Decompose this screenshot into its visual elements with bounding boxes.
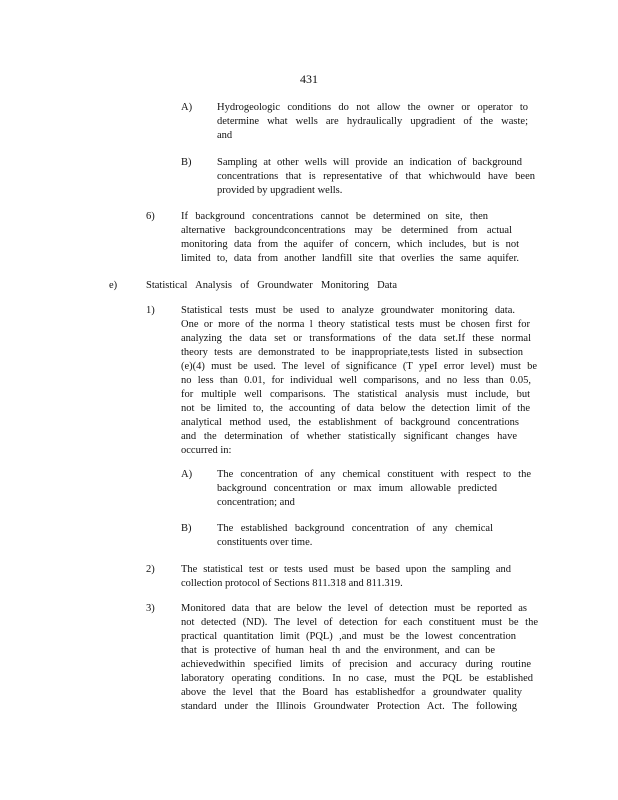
item-marker: 6) (146, 211, 155, 222)
text-line: Statistical Analysis of Groundwater Monitoring Data (146, 280, 397, 291)
text-line: achievedwithin specified limits of precision and accuracy during routine (181, 659, 531, 670)
text-line: constituents over time. (217, 537, 313, 548)
section-heading (146, 279, 397, 293)
text-line: Hydrogeologic conditions do not allow the owner or operator to (217, 102, 528, 113)
text-line: monitoring data from the aquifer of concern, which includes, but is not (181, 239, 519, 250)
text-line: The concentration of any chemical constituent with respect to the (217, 469, 531, 480)
paragraph-background-concentrations (181, 210, 519, 266)
item-marker: 1) (146, 305, 155, 316)
text-line: provided by upgradient wells. (217, 185, 343, 196)
text-line: Statistical tests must be used to analyze groundwater monitoring data. (181, 305, 515, 316)
text-line: that is protective of human heal th and the environment, and can be (181, 645, 495, 656)
text-line: One or more of the norma l theory statistical tests must be chosen first for (181, 319, 530, 330)
text-line: limited to, data from another landfill site that overlies the same aquifer. (181, 253, 519, 264)
text-line: standard under the Illinois Groundwater Protection Act. The following (181, 701, 517, 712)
text-line: Sampling at other wells will provide an indication of background (217, 157, 522, 168)
paragraph-sampling-other-wells (217, 156, 535, 198)
text-line: collection protocol of Sections 811.318 and 811.319. (181, 578, 403, 589)
text-line: for multiple well comparisons. The statistical analysis must include, but (181, 389, 530, 400)
paragraph-sampling-protocol (181, 563, 511, 591)
text-line: occurred in: (181, 445, 232, 456)
text-line: and the determination of whether statistically significant changes have (181, 431, 517, 442)
text-line: If background concentrations cannot be determined on site, then (181, 211, 488, 222)
text-line: above the level that the Board has establishedfor a groundwater quality (181, 687, 522, 698)
paragraph-statistical-tests (181, 304, 537, 458)
text-line: determine what wells are hydraulically upgradient of the waste; (217, 116, 528, 127)
text-line: no less than 0.01, for individual well comparisons, and no less than 0.05, (181, 375, 531, 386)
item-marker: 3) (146, 603, 155, 614)
text-line: and (217, 130, 233, 141)
item-marker: A) (181, 102, 193, 113)
paragraph-chemical-constituent (217, 468, 531, 510)
text-line: The established background concentration of any chemical (217, 523, 493, 534)
text-line: The statistical test or tests used must be based upon the sampling and (181, 564, 511, 575)
text-line: not be limited to, the accounting of data below the detection limit of the (181, 403, 530, 414)
text-line: practical quantitation limit (PQL) ,and must be the lowest concentration (181, 631, 516, 642)
text-line: alternative backgroundconcentrations may be determined from actual (181, 225, 512, 236)
text-line: analyzing the data set or transformations of the data set.If these normal (181, 333, 531, 344)
text-line: laboratory operating conditions. In no case, must the PQL be established (181, 673, 533, 684)
text-line: background concentration or max imum allowable predicted (217, 483, 497, 494)
paragraph-established-background (217, 522, 493, 550)
text-line: Monitored data that are below the level of detection must be reported as (181, 603, 527, 614)
section-marker: e) (109, 280, 118, 291)
text-line: not detected (ND). The level of detection for each constituent must be the (181, 617, 538, 628)
item-marker: B) (181, 157, 192, 168)
text-line: theory tests are demonstrated to be inappropriate,tests listed in subsection (181, 347, 523, 358)
page-number: 431 (300, 72, 318, 86)
text-line: analytical method used, the establishment of background concentrations (181, 417, 519, 428)
text-line: concentrations that is representative of that whichwould have been (217, 171, 535, 182)
item-marker: 2) (146, 564, 155, 575)
paragraph-monitored-data (181, 602, 538, 714)
item-marker: A) (181, 469, 193, 480)
paragraph-hydrogeologic-conditions (217, 101, 528, 143)
text-line: (e)(4) must be used. The level of significance (T ypeI error level) must be (181, 361, 537, 372)
text-line: concentration; and (217, 497, 295, 508)
item-marker: B) (181, 523, 192, 534)
